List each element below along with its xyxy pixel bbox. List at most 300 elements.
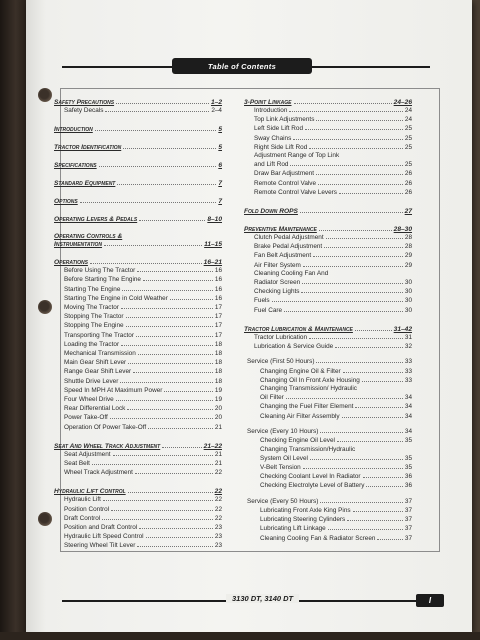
- toc-page-number: 21: [214, 460, 222, 468]
- leader-dots: [309, 333, 403, 339]
- toc-page-number: 33: [404, 358, 412, 366]
- toc-page-number: 17: [214, 313, 222, 321]
- toc-entry-label-line: [244, 152, 412, 160]
- toc-page-number: 20: [214, 414, 222, 422]
- leader-dots: [313, 251, 403, 257]
- leader-dots: [126, 312, 213, 318]
- spacer: [54, 477, 222, 487]
- toc-section: [244, 325, 412, 333]
- toc-section: [244, 207, 412, 215]
- toc-entry-label: Lubrication & Service Guide: [254, 343, 334, 351]
- toc-page-number: 37: [404, 506, 412, 514]
- toc-page-number: 26: [404, 188, 412, 196]
- spacer: [244, 215, 412, 225]
- leader-dots: [99, 161, 217, 167]
- toc-page-number: 26: [404, 170, 412, 178]
- leader-dots: [305, 124, 403, 130]
- toc-page-number: 5: [218, 144, 222, 152]
- toc-entry-label: V-Belt Tension: [260, 463, 301, 471]
- toc-page-number: 23: [214, 524, 222, 532]
- toc-entry: [244, 534, 412, 543]
- toc-section: [54, 143, 222, 151]
- toc-page-number: 18: [214, 340, 222, 348]
- spacer: [54, 169, 222, 179]
- toc-page-number: 17: [214, 322, 222, 330]
- spacer: [54, 115, 222, 125]
- leader-dots: [290, 160, 402, 166]
- leader-dots: [135, 468, 213, 474]
- toc-entry: [244, 115, 412, 124]
- toc-page-number: 7: [218, 180, 222, 188]
- leader-dots: [126, 321, 213, 327]
- toc-entry-label: Operations: [54, 259, 88, 267]
- toc-entry: [244, 357, 412, 366]
- leader-dots: [105, 106, 209, 112]
- toc-page-number: 30: [404, 279, 412, 287]
- leader-dots: [362, 376, 403, 382]
- toc-entry-label: Stopping The Tractor: [64, 313, 124, 321]
- leader-dots: [117, 179, 216, 185]
- toc-section: [54, 161, 222, 169]
- toc-page-number: 24: [404, 107, 412, 114]
- toc-entry: [244, 242, 412, 251]
- toc-entry: [244, 124, 412, 133]
- toc-entry-label: Brake Pedal Adjustment: [254, 243, 323, 251]
- toc-entry: [54, 266, 222, 275]
- toc-entry-label: Adjustment Range of Top Link: [254, 152, 340, 160]
- leader-dots: [136, 331, 213, 337]
- toc-entry: [54, 423, 222, 432]
- leader-dots: [80, 197, 217, 203]
- toc-page-number: 6: [218, 162, 222, 170]
- leader-dots: [302, 278, 403, 284]
- toc-entry-label: Stopping The Engine: [64, 322, 124, 330]
- toc-entry-label-line: [54, 233, 222, 240]
- toc-page-number: 24–26: [393, 99, 412, 106]
- toc-entry: [54, 285, 222, 294]
- toc-page-number: 2–4: [211, 107, 222, 114]
- spacer: [54, 223, 222, 233]
- toc-entry: [54, 459, 222, 468]
- toc-section: [54, 98, 222, 106]
- leader-dots: [355, 325, 392, 331]
- toc-page-number: 25: [404, 134, 412, 142]
- toc-entry: [54, 386, 222, 395]
- toc-entry-label: Cleaning Air Filter Assembly: [260, 412, 340, 420]
- leader-dots: [319, 225, 392, 231]
- toc-entry-label: Introduction: [54, 126, 93, 134]
- toc-page-number: 16: [214, 267, 222, 275]
- leader-dots: [137, 541, 212, 547]
- toc-page-number: 35: [404, 463, 412, 471]
- toc-entry-label: Cleaning Cooling Fan And: [254, 269, 329, 277]
- toc-entry-label: Position Control: [64, 505, 110, 513]
- toc-entry: [244, 251, 412, 260]
- leader-dots: [170, 294, 213, 300]
- toc-entry-label: Clutch Pedal Adjustment: [254, 234, 324, 242]
- toc-entry: [54, 495, 222, 504]
- toc-page-number: 22: [214, 488, 222, 496]
- toc-page-number: 5: [218, 126, 222, 134]
- toc-entry-label: Service (Every 10 Hours): [247, 427, 319, 435]
- toc-entry-label: Remote Control Valve Levers: [254, 188, 337, 196]
- toc-entry-label: Fuels: [254, 297, 270, 305]
- toc-page-number: 36: [404, 473, 412, 481]
- toc-page-number: 21: [214, 423, 222, 431]
- toc-entry-label: Before Starting The Engine: [64, 276, 141, 284]
- toc-entry: [244, 463, 412, 472]
- leader-dots: [316, 357, 402, 363]
- toc-entry: [54, 367, 222, 376]
- toc-section: [54, 240, 222, 248]
- toc-page-number: 7: [218, 198, 222, 206]
- punch-hole: [38, 88, 52, 102]
- leader-dots: [162, 442, 201, 448]
- toc-entry: [54, 468, 222, 477]
- binder-spine: [0, 0, 26, 640]
- toc-entry-label: Moving The Tractor: [64, 304, 119, 312]
- toc-page-number: 18: [214, 359, 222, 367]
- toc-page-number: 22: [214, 469, 222, 477]
- toc-page-number: 18: [214, 350, 222, 358]
- leader-dots: [335, 342, 403, 348]
- toc-page-number: 27: [404, 208, 412, 216]
- toc-page-number: 23: [214, 533, 222, 541]
- toc-entry-label: Draw Bar Adjustment: [254, 170, 315, 178]
- toc-entry: [54, 294, 222, 303]
- toc-entry-label: Checking Electrolyte Level of Battery: [260, 482, 365, 490]
- toc-entry: [244, 179, 412, 188]
- toc-page-number: 29: [404, 252, 412, 260]
- toc-entry-label: Range Gear Shift Lever: [64, 368, 132, 376]
- toc-entry: [54, 275, 222, 284]
- toc-entry: [244, 296, 412, 305]
- toc-entry-label: Four Wheel Drive: [64, 396, 114, 404]
- toc-entry-label: Fold Down ROPS: [244, 208, 298, 216]
- toc-entry-label: Top Link Adjustments: [254, 116, 315, 124]
- spacer: [54, 205, 222, 215]
- toc-entry-label: Introduction: [254, 107, 288, 114]
- toc-entry-label: Sway Chains: [254, 134, 292, 142]
- leader-dots: [146, 532, 213, 538]
- toc-page-number: 21: [214, 450, 222, 458]
- leader-dots: [284, 306, 403, 312]
- spacer: [54, 248, 222, 258]
- toc-entry: [244, 376, 412, 385]
- toc-entry-label: Changing Transmission/ Hydraulic: [260, 385, 357, 393]
- toc-section: [244, 225, 412, 233]
- toc-entry: [244, 472, 412, 481]
- toc-entry: [244, 515, 412, 524]
- toc-entry-label: Standard Equipment: [54, 180, 116, 188]
- toc-entry: [54, 340, 222, 349]
- leader-dots: [320, 497, 403, 503]
- toc-page-number: 32: [404, 343, 412, 351]
- toc-entry-label: System Oil Level: [260, 454, 308, 462]
- leader-dots: [301, 287, 402, 293]
- toc-entry-label: Oil Filter: [260, 394, 284, 402]
- leader-dots: [303, 463, 403, 469]
- punch-hole: [38, 512, 52, 526]
- toc-entry-label: Speed In MPH At Maximum Power: [64, 386, 163, 394]
- toc-entry-label: Safety Precautions: [54, 99, 115, 106]
- toc-section: [54, 179, 222, 187]
- toc-page-number: 16–21: [203, 259, 222, 267]
- toc-entry: [244, 160, 412, 169]
- toc-page-number: 8–10: [207, 216, 222, 224]
- toc-entry-label: Operating Controls &: [54, 233, 123, 241]
- toc-section: [54, 442, 222, 450]
- toc-entry-label: Checking Lights: [254, 288, 300, 296]
- toc-entry: [244, 427, 412, 436]
- toc-entry: [54, 358, 222, 367]
- toc-page-number: 28: [404, 243, 412, 251]
- toc-entry-label: Service (Every 50 Hours): [247, 497, 319, 505]
- toc-section: [244, 98, 412, 106]
- footer-model: 3130 DT, 3140 DT: [226, 594, 299, 603]
- toc-entry: [244, 233, 412, 242]
- leader-dots: [143, 275, 213, 281]
- toc-page-number: 33: [404, 376, 412, 384]
- toc-page-number: 22: [214, 514, 222, 522]
- leader-dots: [128, 487, 213, 493]
- toc-page-number: 25: [404, 161, 412, 169]
- leader-dots: [121, 303, 213, 309]
- toc-entry: [244, 454, 412, 463]
- toc-page-number: 26: [404, 179, 412, 187]
- toc-entry-label: Remote Control Valve: [254, 179, 317, 187]
- leader-dots: [95, 125, 217, 131]
- toc-page-number: 37: [404, 534, 412, 542]
- toc-page-number: 19: [214, 396, 222, 404]
- toc-entry-label: Changing Engine Oil & Filter: [260, 367, 341, 375]
- toc-entry: [54, 523, 222, 532]
- leader-dots: [164, 386, 213, 392]
- toc-entry: [54, 331, 222, 340]
- toc-entry: [244, 367, 412, 376]
- leader-dots: [320, 427, 403, 433]
- toc-entry: [244, 261, 412, 270]
- toc-entry-label: Position and Draft Control: [64, 524, 138, 532]
- toc-entry: [244, 287, 412, 296]
- leader-dots: [116, 395, 213, 401]
- toc-left-column: [54, 98, 222, 551]
- toc-page-number: 34: [404, 394, 412, 402]
- page-number: I: [416, 594, 444, 607]
- leader-dots: [353, 506, 403, 512]
- toc-page-number: 25: [404, 143, 412, 151]
- leader-dots: [122, 285, 213, 291]
- toc-entry-label-line: [244, 385, 412, 393]
- spacer: [54, 187, 222, 197]
- toc-page-number: 23: [214, 542, 222, 550]
- toc-entry-label: Options: [54, 198, 78, 206]
- toc-entry: [244, 436, 412, 445]
- toc-entry-label: Safety Decals: [64, 107, 104, 114]
- toc-page-number: 17: [214, 304, 222, 312]
- toc-entry-label: Shuttle Drive Lever: [64, 377, 119, 385]
- leader-dots: [366, 481, 402, 487]
- toc-entry: [54, 404, 222, 413]
- toc-entry: [54, 312, 222, 321]
- toc-entry: [244, 481, 412, 490]
- toc-entry-label: Hydraulic Lift: [64, 496, 101, 504]
- toc-entry-label-line: [244, 446, 412, 454]
- toc-page-number: 37: [404, 497, 412, 505]
- toc-entry-label: Loading the Tractor: [64, 340, 120, 348]
- toc-page-number: 29: [404, 261, 412, 269]
- leader-dots: [339, 188, 403, 194]
- toc-entry: [54, 450, 222, 459]
- toc-page-number: 25: [404, 125, 412, 133]
- leader-dots: [116, 98, 209, 104]
- toc-entry-label: Seat Adjustment: [64, 450, 111, 458]
- leader-dots: [294, 98, 392, 104]
- toc-page-number: 37: [404, 516, 412, 524]
- toc-page-number: 17: [214, 331, 222, 339]
- toc-entry-label: Checking Coolant Level In Radiator: [260, 473, 361, 481]
- leader-dots: [139, 523, 213, 529]
- toc-page-number: 30: [404, 297, 412, 305]
- toc-entry-label: Starting The Engine: [64, 285, 121, 293]
- toc-entry-label-line: [244, 270, 412, 278]
- toc-page-number: 35: [404, 437, 412, 445]
- leader-dots: [113, 450, 213, 456]
- toc-page-number: 22: [214, 505, 222, 513]
- toc-entry: [244, 497, 412, 506]
- toc-entry: [244, 342, 412, 351]
- toc-page-number: 37: [404, 525, 412, 533]
- leader-dots: [355, 402, 402, 408]
- toc-entry-label: Changing Transmission/Hydraulic: [260, 445, 356, 453]
- leader-dots: [92, 459, 213, 465]
- toc-section: [54, 258, 222, 266]
- toc-entry-label: Left Side Lift Rod: [254, 125, 304, 133]
- toc-entry-label: Seat And Wheel Track Adjustment: [54, 442, 161, 450]
- toc-entry: [54, 413, 222, 422]
- leader-dots: [363, 472, 403, 478]
- table-surface: [0, 632, 480, 640]
- toc-entry: [244, 134, 412, 143]
- leader-dots: [139, 215, 205, 221]
- toc-page-number: 28: [404, 234, 412, 242]
- toc-entry-label: Lubricating Steering Cylinders: [260, 516, 346, 524]
- page-title: Table of Contents: [172, 58, 312, 74]
- toc-entry: [244, 278, 412, 287]
- toc-page-number: 1–2: [210, 99, 222, 106]
- toc-entry-label: Operation Of Power Take-Off: [64, 423, 147, 431]
- toc-page-number: 21–22: [203, 442, 222, 450]
- leader-dots: [343, 367, 403, 373]
- toc-entry-label: Operating Levers & Pedals: [54, 216, 138, 224]
- toc-entry: [244, 402, 412, 411]
- toc-entry-label: Main Gear Shift Lever: [64, 359, 127, 367]
- toc-entry-label: Tractor Lubrication & Maintenance: [244, 325, 353, 333]
- spacer: [54, 151, 222, 161]
- leader-dots: [272, 296, 403, 302]
- toc-entry-label: Checking Engine Oil Level: [260, 437, 335, 445]
- spacer: [54, 432, 222, 442]
- toc-section: [54, 125, 222, 133]
- leader-dots: [309, 143, 403, 149]
- toc-entry-label: Service (First 50 Hours): [247, 358, 315, 366]
- toc-entry: [54, 377, 222, 386]
- leader-dots: [289, 106, 402, 112]
- document-page: [26, 0, 472, 632]
- toc-page-number: 28–30: [393, 226, 412, 234]
- toc-entry-label: Lubricating Front Axle King Pins: [260, 506, 351, 514]
- toc-entry-label: Starting The Engine in Cold Weather: [64, 294, 168, 302]
- leader-dots: [328, 524, 403, 530]
- leader-dots: [310, 454, 403, 460]
- toc-entry-label: Power Take-Off: [64, 414, 108, 422]
- toc-entry: [244, 524, 412, 533]
- toc-page-number: 31: [404, 333, 412, 341]
- toc-right-column: [244, 98, 412, 543]
- leader-dots: [120, 377, 213, 383]
- leader-dots: [110, 413, 213, 419]
- toc-page-number: 36: [404, 482, 412, 490]
- toc-entry-label: Cleaning Cooling Fan & Radiator Screen: [260, 534, 376, 542]
- toc-page-number: 16: [214, 294, 222, 302]
- toc-entry: [54, 303, 222, 312]
- toc-page-number: 31–42: [393, 325, 412, 333]
- toc-page-number: 22: [214, 496, 222, 504]
- spacer: [54, 133, 222, 143]
- toc-entry: [244, 169, 412, 178]
- toc-entry-label: Changing Oil In Front Axle Housing: [260, 376, 360, 384]
- toc-entry-label: Fuel Care: [254, 306, 283, 314]
- leader-dots: [377, 534, 402, 540]
- toc-entry-label: Air Filter System: [254, 261, 301, 269]
- toc-entry-label: Wheel Track Adjustment: [64, 469, 133, 477]
- toc-entry: [54, 541, 222, 550]
- toc-page-number: 18: [214, 368, 222, 376]
- toc-entry-label: Instrumentation: [54, 241, 103, 249]
- toc-entry-label: Fan Belt Adjustment: [254, 252, 312, 260]
- punch-hole: [38, 300, 52, 314]
- toc-entry-label: Changing the Fuel Filter Element: [260, 403, 354, 411]
- toc-entry-label: Steering Wheel Tilt Lever: [64, 542, 136, 550]
- toc-page-number: 35: [404, 454, 412, 462]
- leader-dots: [104, 240, 202, 246]
- toc-entry: [54, 514, 222, 523]
- toc-entry-label: Right Side Lift Rod: [254, 143, 308, 151]
- toc-entry: [244, 412, 412, 421]
- toc-entry-label: Rear Differential Lock: [64, 405, 126, 413]
- leader-dots: [347, 515, 403, 521]
- leader-dots: [138, 349, 213, 355]
- toc-entry: [244, 188, 412, 197]
- toc-entry: [244, 506, 412, 515]
- leader-dots: [293, 134, 403, 140]
- toc-entry: [54, 321, 222, 330]
- toc-section: [54, 197, 222, 205]
- toc-entry: [54, 349, 222, 358]
- leader-dots: [337, 436, 403, 442]
- leader-dots: [127, 404, 213, 410]
- toc-entry: [54, 106, 222, 115]
- toc-entry: [54, 532, 222, 541]
- toc-entry-label: Hydraulic Lift Speed Control: [64, 533, 144, 541]
- leader-dots: [286, 393, 403, 399]
- leader-dots: [137, 266, 213, 272]
- leader-dots: [123, 143, 216, 149]
- toc-entry: [244, 333, 412, 342]
- toc-entry: [54, 395, 222, 404]
- toc-entry-label: Transporting The Tractor: [64, 331, 134, 339]
- leader-dots: [103, 495, 213, 501]
